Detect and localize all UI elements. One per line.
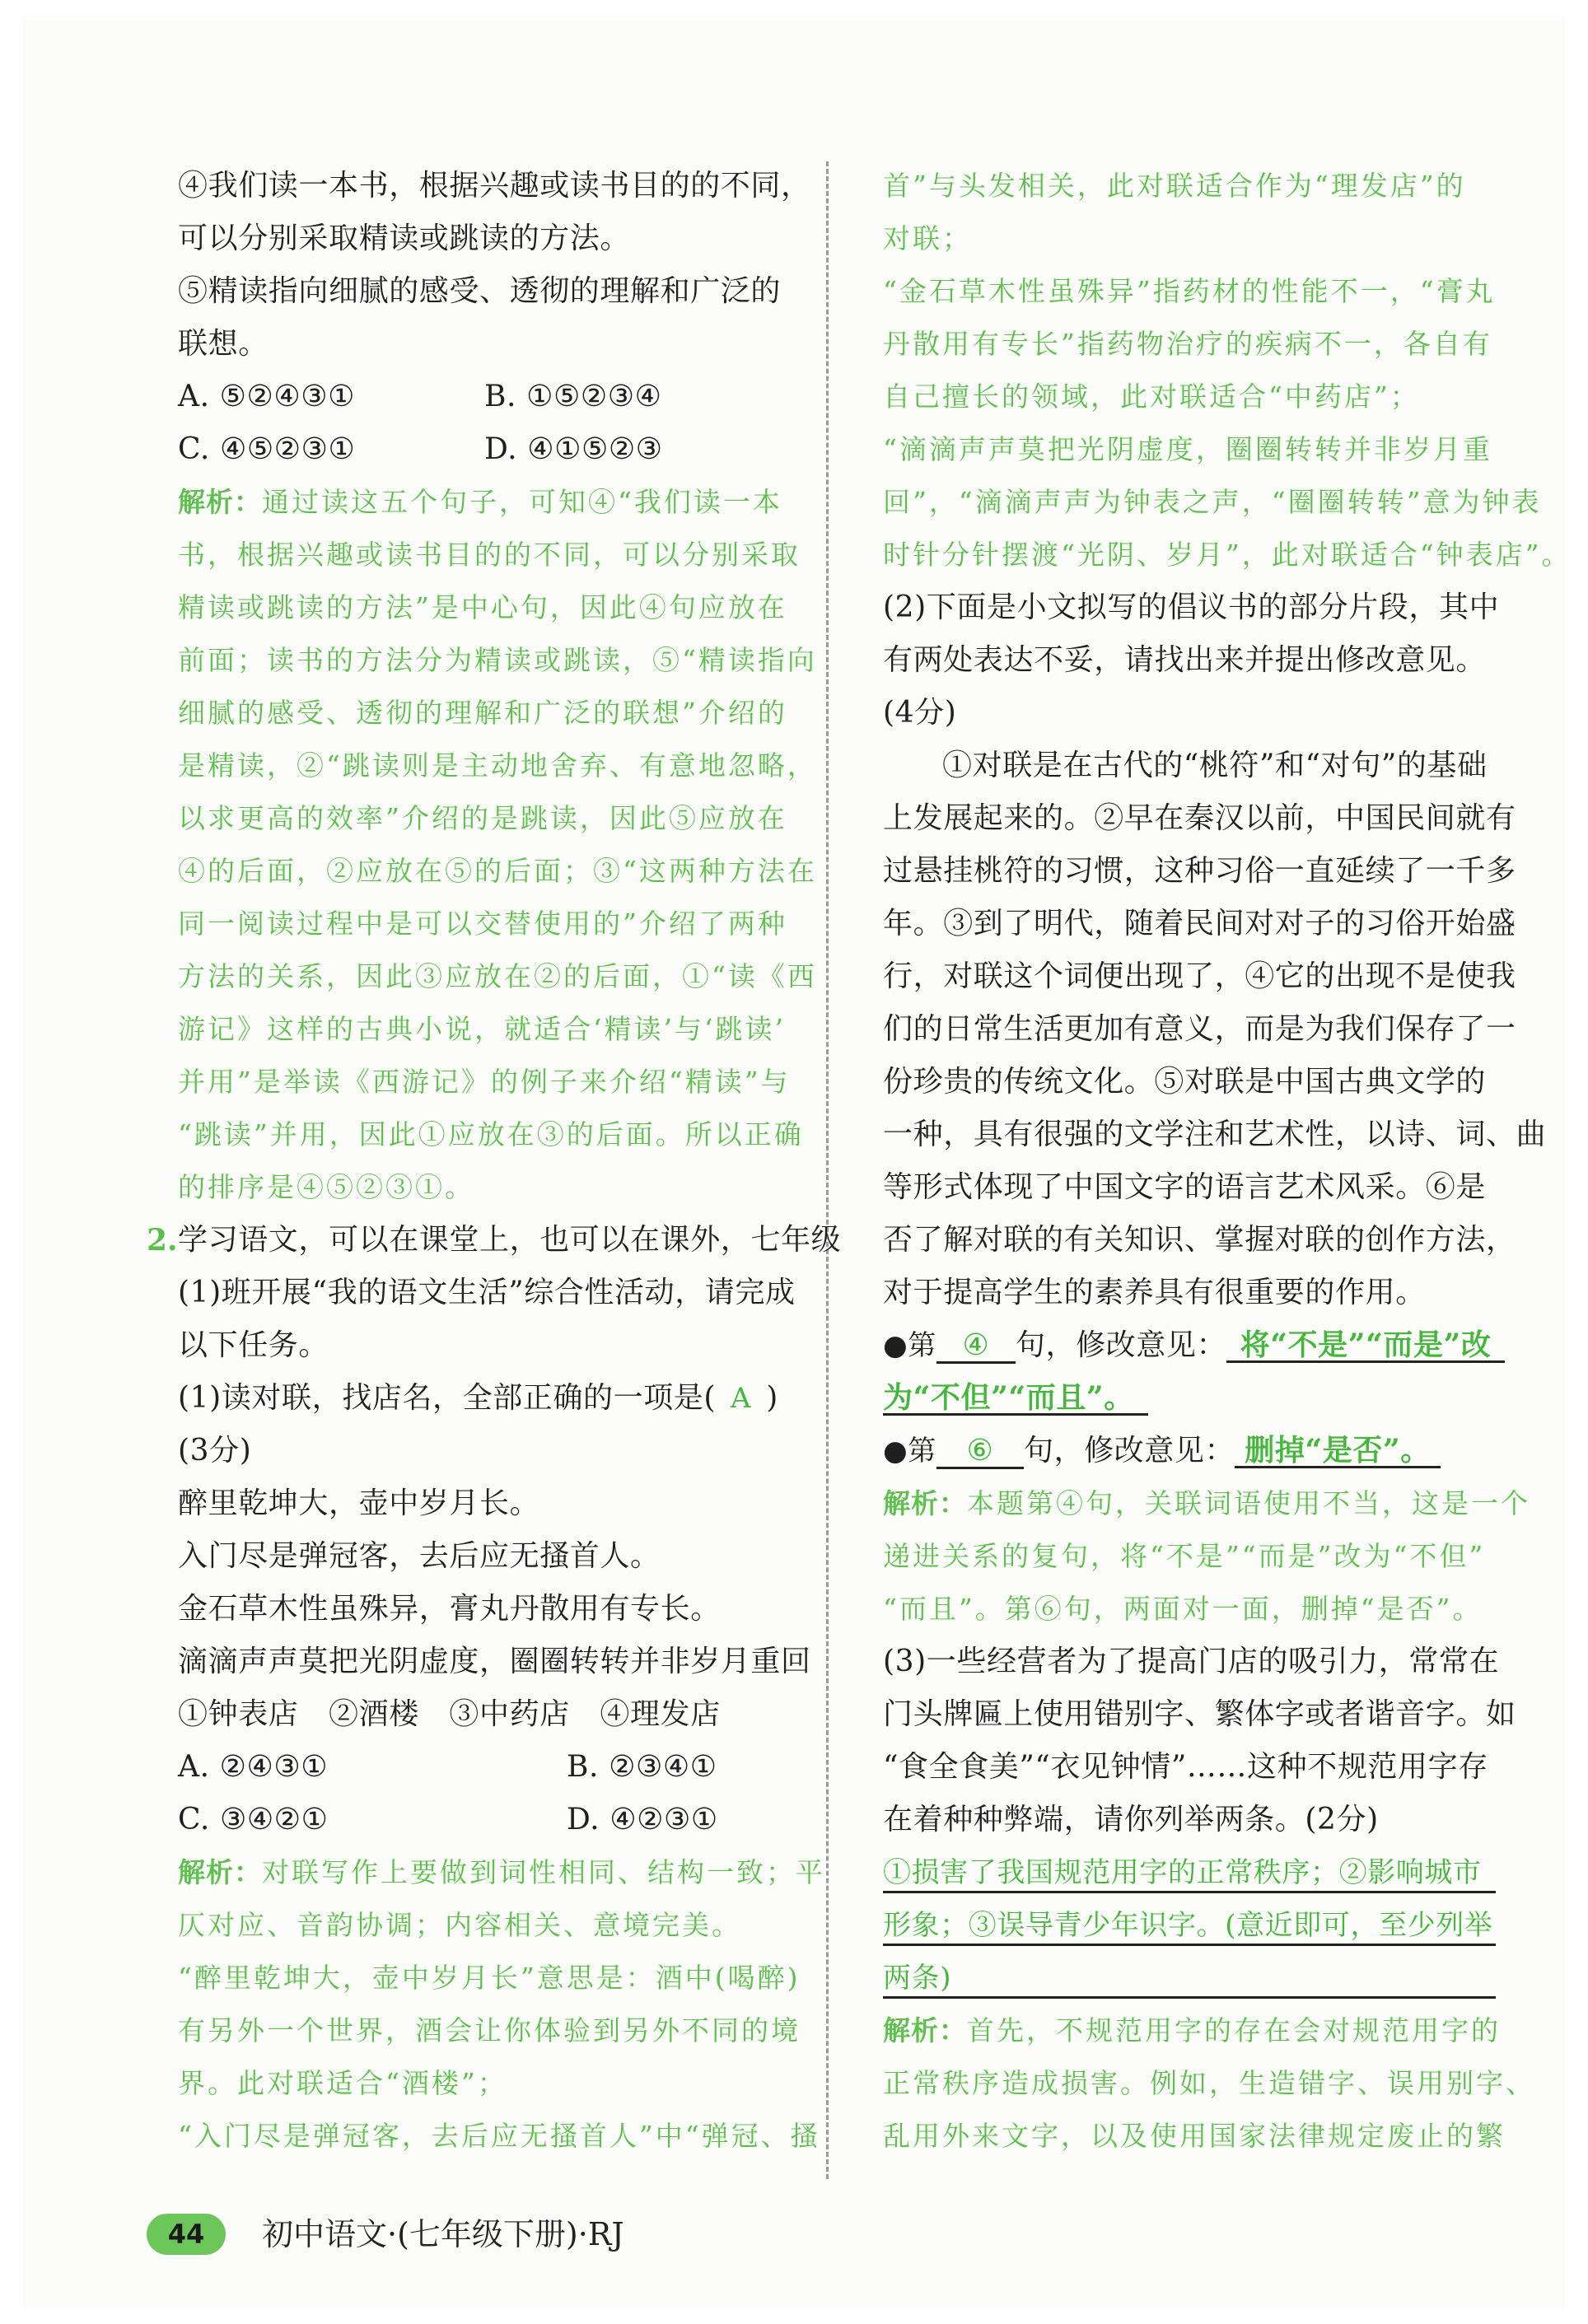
sub3-analysis-line (883, 2013, 1501, 2049)
analysis-label: 解析： (883, 1487, 967, 1519)
q1-analysis-line: 前面；读书的方法分为精读或跳读，⑤“精读指向 (178, 644, 817, 676)
passage-line: 上发展起来的。②早在秦汉以前，中国民间就有 (883, 801, 1516, 835)
analysis-text: 本题第④句，关联词语使用不当，这是一个 (967, 1487, 1530, 1519)
q1-analysis-line: 精读或跳读的方法”是中心句，因此④句应放在 (178, 591, 787, 623)
couplet-1: 醉里乾坤大，壶中岁月长。 (178, 1486, 540, 1520)
question-number: 2. (147, 1223, 178, 1258)
sentence-4-line-1: ④我们读一本书，根据兴趣或读书目的的不同， (178, 169, 811, 203)
fix-1-answer-continued: 为“不但”“而且”。 (883, 1382, 1148, 1416)
fix-2-mid: 句，修改意见： (1023, 1434, 1235, 1468)
sub3-answer-line: 形象；③误导青少年识字。(意近即可，至少列举 (883, 1907, 1496, 1946)
q1-analysis-line: 同一阅读过程中是可以交替使用的”介绍了两种 (178, 908, 787, 940)
analysis-label: 解析： (178, 486, 262, 518)
analysis-continued-line: 回”，“滴滴声声为钟表之声，“圈圈转转”意为钟表 (883, 486, 1542, 518)
analysis-continued-line: “滴滴声声莫把光阴虚度，圈圈转转并非岁月重 (883, 433, 1492, 465)
q2-option-b: B. ②③④① (567, 1750, 717, 1784)
fix-2-prefix: ●第 (883, 1435, 936, 1468)
q2-analysis-line: “醉里乾坤大，壶中岁月长”意思是：酒中(喝醉) (178, 1962, 801, 1994)
q1-analysis-line (178, 484, 782, 520)
q2-analysis-line (178, 1855, 825, 1891)
analysis-text: 对联写作上要做到词性相同、结构一致；平 (262, 1856, 825, 1888)
q1-option-c: C. ④⑤②③① (178, 432, 356, 466)
sub1-suffix: ) (766, 1381, 778, 1415)
q1-analysis-line: 的排序是④⑤②③①。 (178, 1171, 474, 1203)
q1-analysis-line: ④的后面，②应放在⑤的后面；③“这两种方法在 (178, 855, 817, 887)
sub1-prefix: (1)读对联，找店名，全部正确的一项是( (178, 1381, 717, 1415)
q1-analysis-line: “跳读”并用，因此①应放在③的后面。所以正确 (178, 1118, 804, 1150)
q1-analysis-line: 是精读，②“跳读则是主动地舍弃、有意地忽略， (178, 749, 817, 782)
fix-2-row (883, 1433, 1441, 1469)
passage-line: 一种，具有很强的文学注和艺术性，以诗、词、曲 (883, 1118, 1547, 1151)
q2-sub1-question (178, 1380, 778, 1416)
q2-sub1-points: (3分) (178, 1434, 252, 1468)
passage-line: 们的日常生活更加有意义，而是为我们保存了一 (883, 1012, 1516, 1046)
q2-analysis-line: 有另外一个世界，酒会让你体验到另外不同的境 (178, 2014, 801, 2046)
q2-option-c: C. ③④②① (178, 1803, 329, 1836)
q2-option-a: A. ②④③① (178, 1750, 329, 1784)
sentence-5-line-2: 联想。 (178, 327, 269, 361)
sub3-analysis-line: 正常秩序造成损害。例如，生造错字、误用别字、 (883, 2067, 1535, 2099)
passage-line: 年。③到了明代，随着民间对对子的习俗开始盛 (883, 907, 1516, 940)
q2-analysis-line: 仄对应、音韵协调；内容相关、意境完美。 (178, 1909, 741, 1941)
analysis-label: 解析： (178, 1856, 262, 1888)
passage-line: 份珍贵的传统文化。⑤对联是中国古典文学的 (883, 1065, 1487, 1099)
fix-1-sentence-blank: ④ (936, 1330, 1016, 1364)
couplet-3: 金石草木性虽殊异，膏丸丹散用有专长。 (178, 1592, 721, 1626)
analysis-label: 解析： (883, 2014, 967, 2046)
analysis-continued-line: “金石草木性虽殊异”指药材的性能不一，“膏丸 (883, 275, 1496, 307)
fix-2-sentence-blank: ⑥ (936, 1435, 1024, 1469)
fix-1-mid: 句，修改意见： (1015, 1328, 1227, 1362)
passage-line: 对于提高学生的素养具有很重要的作用。 (883, 1276, 1426, 1309)
fix-1-prefix: ●第 (883, 1329, 936, 1362)
analysis-continued-line: 自己擅长的领域，此对联适合“中药店”； (883, 380, 1420, 413)
q1-analysis-line: 并用”是举读《西游记》的例子来介绍“精读”与 (178, 1066, 791, 1098)
fix-1-row (883, 1328, 1505, 1364)
textbook-page (23, 15, 1572, 2309)
analysis-continued-line: 对联； (883, 222, 972, 254)
fix-1-answer-line-2 (883, 1380, 1148, 1416)
q1-analysis-line: 书，根据兴趣或读书目的的不同，可以分别采取 (178, 539, 801, 571)
q1-option-d: D. ④①⑤②③ (484, 432, 663, 466)
q2-stem-line-2: (1)班开展“我的语文生活”综合性活动，请完成 (178, 1276, 796, 1309)
sub2-analysis-line: 递进关系的复句，将“不是”“而是”改为“不但” (883, 1540, 1486, 1572)
q2-sub3-line: 门头牌匾上使用错别字、繁体字或者谐音字。如 (883, 1697, 1516, 1731)
q1-analysis-line: 细腻的感受、透彻的理解和广泛的联想”介绍的 (178, 697, 787, 729)
q2-analysis-line: 界。此对联适合“酒楼”； (178, 2067, 507, 2099)
fix-1-answer-blank: 将“不是”“而是”改 (1226, 1329, 1505, 1363)
page-number-badge: 44 (147, 2214, 226, 2255)
passage-line: 否了解对联的有关知识、掌握对联的创作方法， (883, 1223, 1516, 1257)
q2-sub3-line: “食全食美”“衣见钟情”……这种不规范用字存 (883, 1750, 1488, 1784)
q2-stem-line-1: 学习语文，可以在课堂上，也可以在课外，七年级 (178, 1223, 842, 1257)
q2-stem-line-3: 以下任务。 (178, 1328, 329, 1362)
book-title: 初中语文·(七年级下册)·RJ (262, 2216, 624, 2252)
analysis-text: 通过读这五个句子，可知④“我们读一本 (262, 486, 782, 518)
analysis-continued-line: 首”与头发相关，此对联适合作为“理发店”的 (883, 170, 1466, 202)
couplet-4: 滴滴声声莫把光阴虚度，圈圈转转并非岁月重回 (178, 1645, 811, 1678)
q1-analysis-line: 游记》这样的古典小说，就适合‘精读’与‘跳读’ (178, 1013, 786, 1045)
q2-analysis-line: “入门尽是弹冠客，去后应无搔首人”中“弹冠、搔 (178, 2120, 820, 2152)
passage-line: 等形式体现了中国文字的语言艺术风采。⑥是 (883, 1170, 1487, 1204)
sub3-analysis-line: 乱用外来文字，以及使用国家法律规定废止的繁 (883, 2120, 1506, 2152)
passage-line: ①对联是在古代的“桃符”和“对句”的基础 (942, 749, 1488, 782)
q2-sub2-points: (4分) (883, 696, 957, 730)
q2-option-d: D. ④②③① (567, 1803, 718, 1836)
q2-sub2-line-2: 有两处表达不妥，请找出来并提出修改意见。 (883, 643, 1487, 677)
sub3-answer-line: 两条) (883, 1960, 1496, 1999)
sub2-analysis-line (883, 1486, 1530, 1522)
shop-names: ①钟表店 ②酒楼 ③中药店 ④理发店 (178, 1697, 721, 1731)
q1-option-a: A. ⑤②④③① (178, 380, 356, 413)
passage-line: 过悬挂桃符的习惯，这种习俗一直延续了一千多 (883, 854, 1516, 888)
q1-analysis-line: 方法的关系，因此③应放在②的后面，①“读《西 (178, 960, 817, 992)
sub3-answer-line: ①损害了我国规范用字的正常秩序；②影响城市 (883, 1855, 1496, 1893)
passage-line: 行，对联这个词便出现了，④它的出现不是使我 (883, 959, 1516, 993)
q2-sub3-line: 在着种种弊端，请你列举两条。(2分) (883, 1803, 1379, 1836)
q1-option-b: B. ①⑤②③④ (484, 380, 662, 413)
sentence-5-line-1: ⑤精读指向细腻的感受、透彻的理解和广泛的 (178, 274, 782, 308)
analysis-continued-line: 丹散用有专长”指药物治疗的疾病不一，各自有 (883, 328, 1492, 360)
couplet-2: 入门尽是弹冠客，去后应无搔首人。 (178, 1539, 661, 1573)
fix-2-answer-blank: 删掉“是否”。 (1235, 1435, 1441, 1468)
analysis-text: 首先，不规范用字的存在会对规范用字的 (967, 2014, 1501, 2046)
column-divider (826, 161, 829, 2179)
q2-sub2-line-1: (2)下面是小文拟写的倡议书的部分片段，其中 (883, 590, 1500, 624)
sub1-answer: A (731, 1382, 752, 1415)
sub2-analysis-line: “而且”。第⑥句，两面对一面，删掉“是否”。 (883, 1593, 1483, 1625)
q1-analysis-line: 以求更高的效率”介绍的是跳读，因此⑤应放在 (178, 802, 787, 834)
sentence-4-line-2: 可以分别采取精读或跳读的方法。 (178, 222, 631, 255)
analysis-continued-line: 时针分针摆渡“光阴、岁月”，此对联适合“钟表店”。 (883, 539, 1572, 571)
q2-sub3-line: (3)一些经营者为了提高门店的吸引力，常常在 (883, 1645, 1500, 1678)
